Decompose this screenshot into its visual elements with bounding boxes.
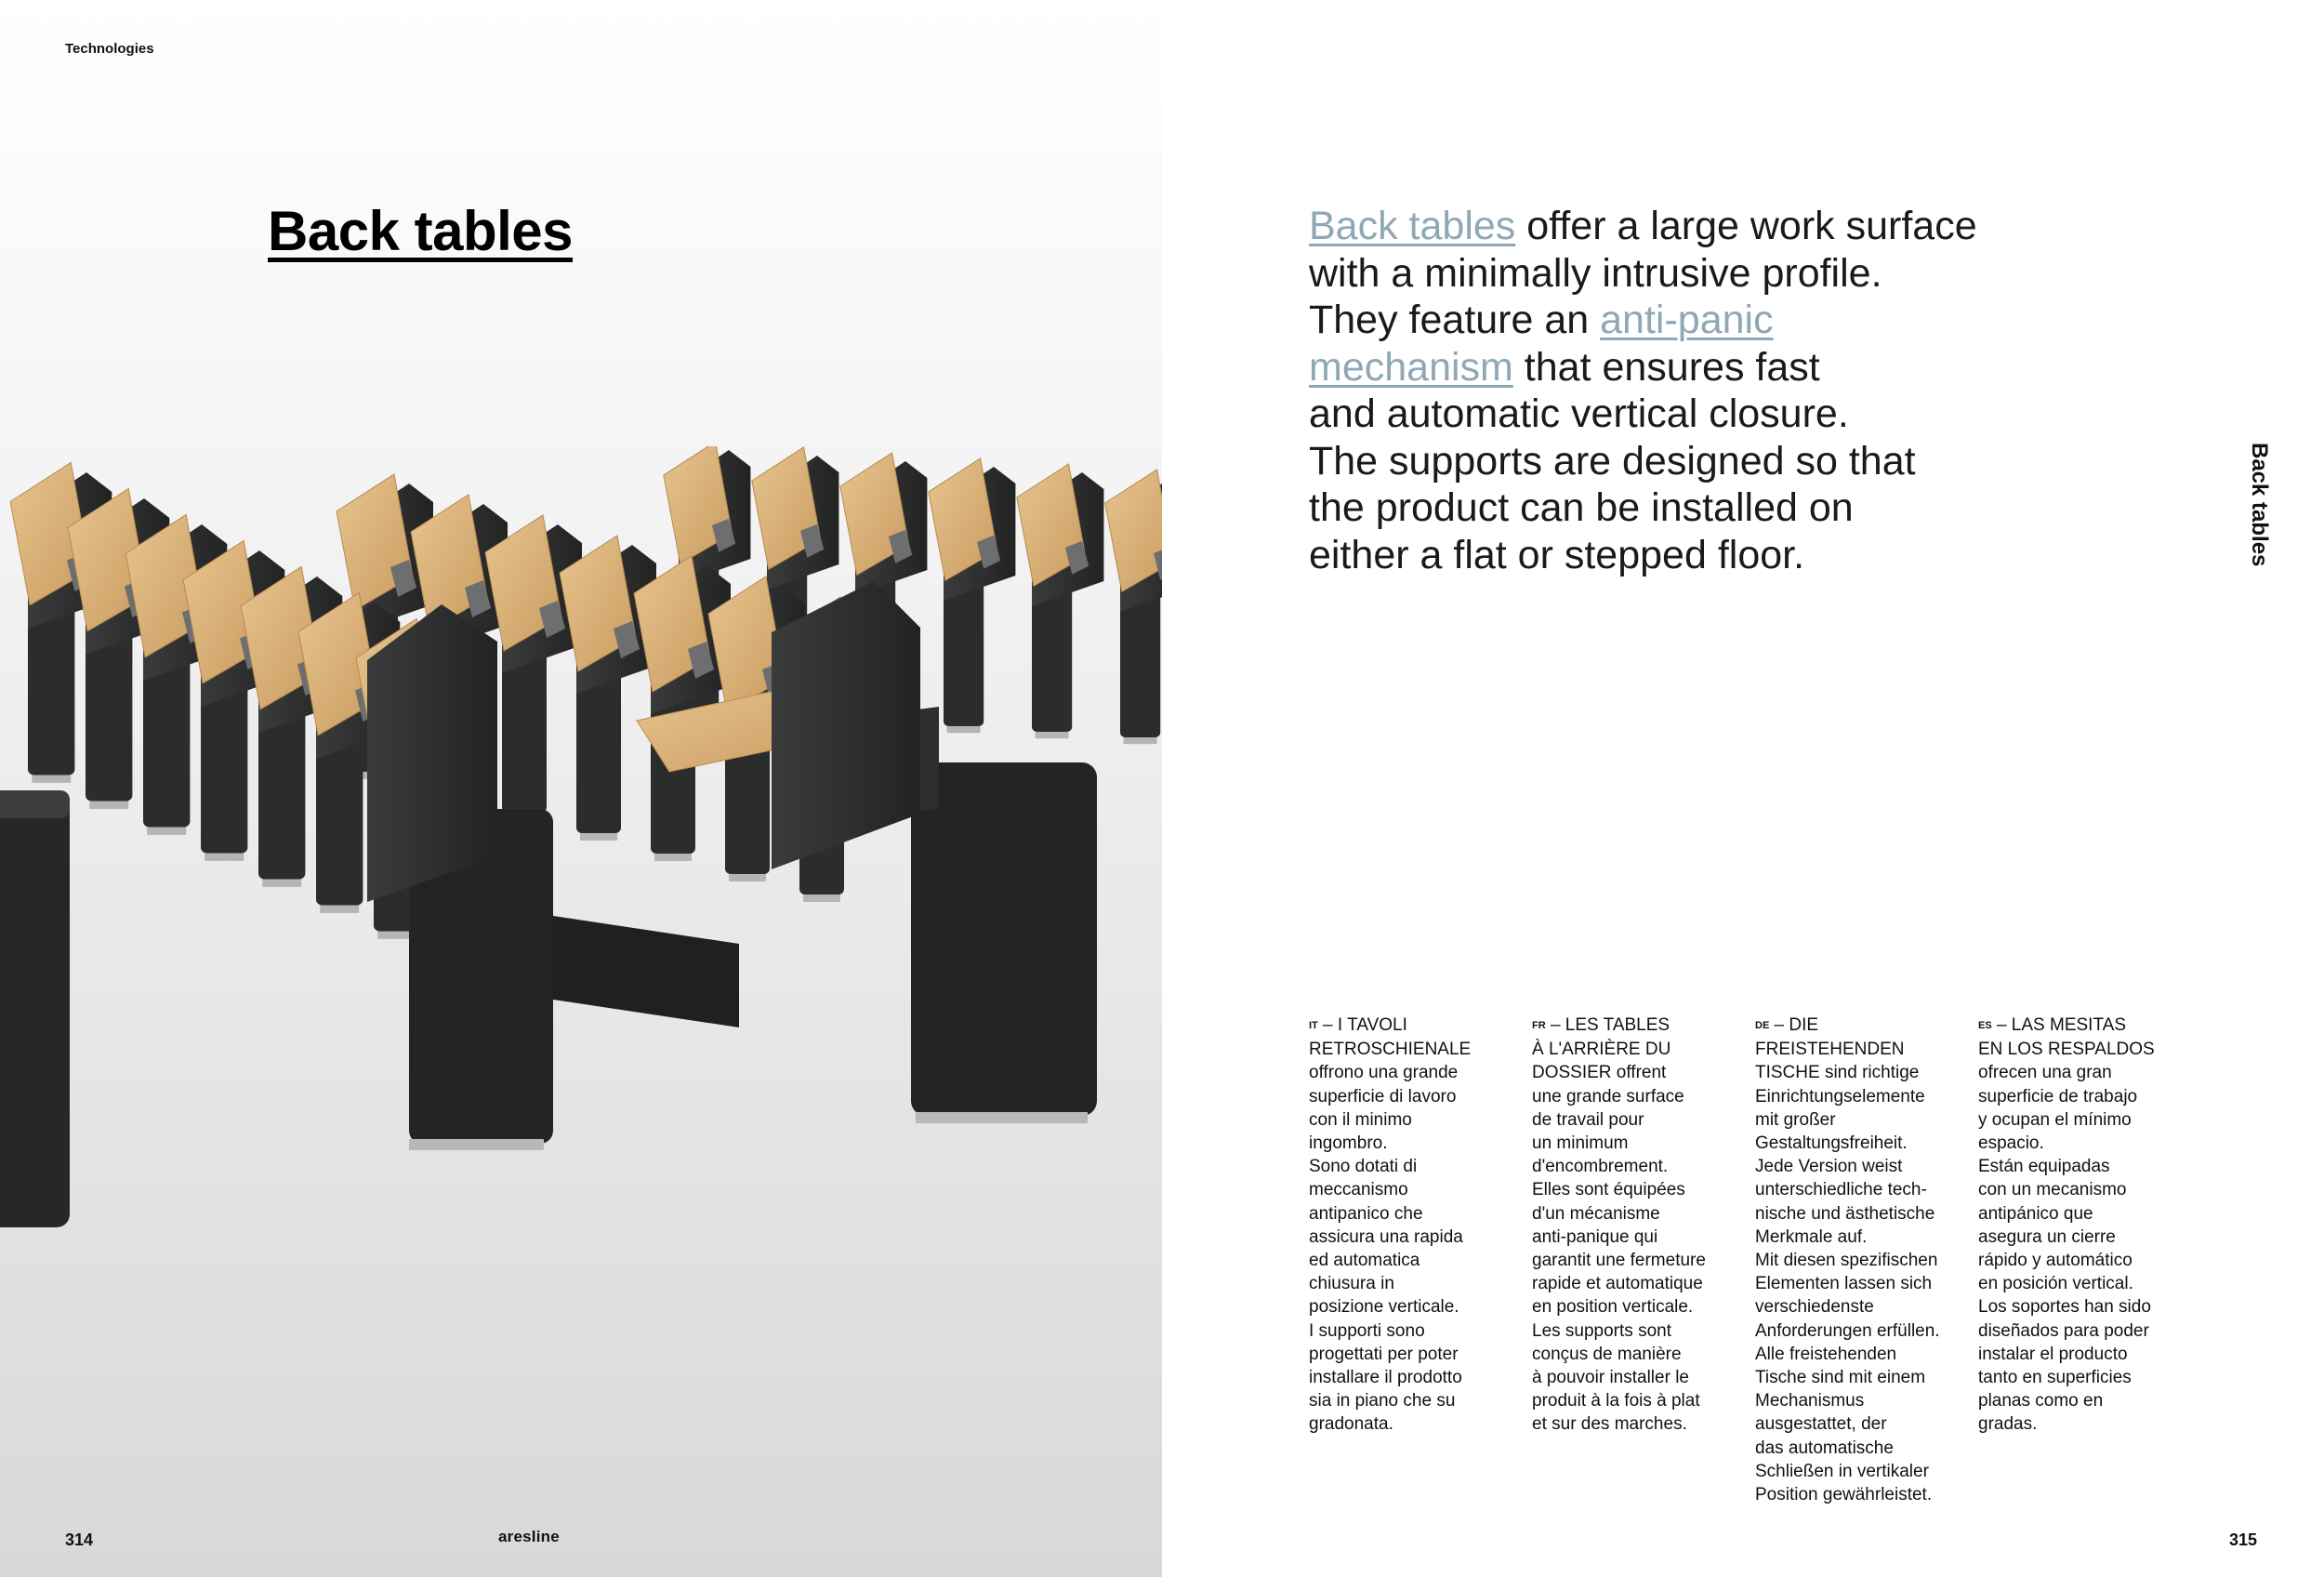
column-text-line: et sur des marches. <box>1532 1414 1687 1435</box>
column-text-line: antipanico che <box>1309 1203 1423 1224</box>
column-de <box>1755 1014 1971 1506</box>
brand-wordmark: aresline <box>498 1528 560 1545</box>
column-text-line: FREISTEHENDEN <box>1755 1040 1905 1060</box>
column-text-line: chiusura in <box>1309 1274 1394 1294</box>
page-number-right: 315 <box>2229 1531 2258 1549</box>
column-text-line: Mechanismus <box>1755 1391 1865 1411</box>
column-text-line: ofrecen una gran <box>1978 1063 2112 1083</box>
column-text-line: con il minimo <box>1309 1109 1412 1130</box>
column-text-line: Tische sind mit einem <box>1755 1368 1926 1388</box>
column-text-line: gradas. <box>1978 1414 2038 1435</box>
language-code: IT <box>1309 1020 1318 1031</box>
column-text-line: con un mecanismo <box>1978 1180 2127 1200</box>
column-text-line: conçus de manière <box>1532 1344 1682 1364</box>
column-text-line: d'un mécanisme <box>1532 1203 1660 1224</box>
back-table <box>1105 470 1162 591</box>
seat-cushion <box>553 916 739 1027</box>
column-text-line: unterschiedliche tech- <box>1755 1180 1927 1200</box>
column-text-line: un minimum <box>1532 1133 1629 1154</box>
column-text-line: anti-panique qui <box>1532 1226 1658 1247</box>
column-text-line: Alle freistehenden <box>1755 1344 1897 1364</box>
column-heading-line: IT – I TAVOLI <box>1309 1015 1407 1035</box>
column-fr <box>1532 1014 1748 1437</box>
column-heading-line: ES – LAS MESITAS <box>1978 1015 2126 1035</box>
lead-line-6: The supports are designed so that <box>1309 438 1916 484</box>
column-text-line: à pouvoir installer le <box>1532 1368 1689 1388</box>
lead-line-2: with a minimally intrusive profile. <box>1309 250 1882 296</box>
column-text-line: Elles sont équipées <box>1532 1180 1685 1200</box>
column-text-line: mit großer <box>1755 1109 1836 1130</box>
column-text-line: superficie de trabajo <box>1978 1086 2138 1107</box>
column-text-line: une grande surface <box>1532 1086 1684 1107</box>
lead-paragraph <box>1309 203 2071 578</box>
column-it <box>1309 1014 1525 1437</box>
column-text-line: antipánico que <box>1978 1203 2093 1224</box>
auditorium-seating-photo <box>0 446 1162 1283</box>
column-text-line: Anforderungen erfüllen. <box>1755 1320 1940 1341</box>
column-text-line: progettati per poter <box>1309 1344 1459 1364</box>
column-text-line: RETROSCHIENALE <box>1309 1040 1472 1060</box>
language-code: ES <box>1978 1020 1992 1031</box>
column-text-line: Gestaltungsfreiheit. <box>1755 1133 1908 1154</box>
vertical-section-tab: Back tables <box>2247 443 2272 567</box>
column-text-line: planas como en <box>1978 1391 2104 1411</box>
lead-line-8: either a flat or stepped floor. <box>1309 532 1805 577</box>
armrest-block <box>911 762 1097 1116</box>
page-title: Back tables <box>268 200 574 262</box>
section-label: Technologies <box>65 41 154 57</box>
column-text-line: instalar el producto <box>1978 1344 2128 1364</box>
column-text-line: espacio. <box>1978 1133 2044 1154</box>
column-text-line: d'encombrement. <box>1532 1157 1669 1177</box>
lead-line-1: Back tables offer a large work surface <box>1309 204 1977 248</box>
column-text-line: Jede Version weist <box>1755 1157 1903 1177</box>
page-number-left: 314 <box>65 1531 94 1549</box>
column-text-line: assicura una rapida <box>1309 1226 1463 1247</box>
column-text-line: de travail pour <box>1532 1109 1644 1130</box>
column-text-line: ausgestattet, der <box>1755 1414 1887 1435</box>
column-text-line: meccanismo <box>1309 1180 1408 1200</box>
column-text-line: I supporti sono <box>1309 1320 1425 1341</box>
column-text-line: offrono una grande <box>1309 1063 1459 1083</box>
column-heading-line: DE – DIE <box>1755 1015 1819 1035</box>
column-text-line: produit à la fois à plat <box>1532 1391 1700 1411</box>
column-text-line: gradonata. <box>1309 1414 1393 1435</box>
column-text-line: Les supports sont <box>1532 1320 1671 1341</box>
column-text-line: Einrichtungselemente <box>1755 1086 1925 1107</box>
column-text-line: installare il prodotto <box>1309 1368 1462 1388</box>
column-text-line: Elementen lassen sich <box>1755 1274 1933 1294</box>
column-text-line: Position gewährleistet. <box>1755 1485 1933 1505</box>
right-page <box>1162 0 2324 1577</box>
lead-line-3: They feature an anti-panic <box>1309 298 1774 342</box>
column-text-line: ed automatica <box>1309 1251 1420 1271</box>
column-text-line: Merkmale auf. <box>1755 1226 1868 1247</box>
seat-back <box>367 604 497 902</box>
link-back-tables[interactable]: Back tables <box>1309 204 1516 248</box>
column-text-line: rápido y automático <box>1978 1251 2133 1271</box>
language-code: DE <box>1755 1020 1770 1031</box>
lead-line-4: mechanism that ensures fast <box>1309 344 1820 390</box>
column-text-line: y ocupan el mínimo <box>1978 1109 2132 1130</box>
column-text-line: Sono dotati di <box>1309 1157 1418 1177</box>
column-text-line: en posición vertical. <box>1978 1274 2133 1294</box>
column-text-line: tanto en superficies <box>1978 1368 2132 1388</box>
column-text-line: superficie di lavoro <box>1309 1086 1457 1107</box>
column-text-line: das automatische <box>1755 1438 1894 1458</box>
lead-line-5: and automatic vertical closure. <box>1309 391 1849 436</box>
column-text-line: asegura un cierre <box>1978 1226 2116 1247</box>
seat-back <box>772 581 920 869</box>
column-text-line: diseñados para poder <box>1978 1320 2149 1341</box>
column-text-line: nische und ästhetische <box>1755 1203 1935 1224</box>
column-text-line: verschiedenste <box>1755 1297 1874 1318</box>
column-text-line: sia in piano che su <box>1309 1391 1456 1411</box>
column-text-line: TISCHE sind richtige <box>1755 1063 1920 1083</box>
column-text-line: Mit diesen spezifischen <box>1755 1251 1938 1271</box>
column-es <box>1978 1014 2194 1437</box>
link-mechanism[interactable]: mechanism <box>1309 344 1513 390</box>
column-heading-line: FR – LES TABLES <box>1532 1015 1670 1035</box>
column-text-line: À L'ARRIÈRE DU <box>1532 1040 1671 1060</box>
column-text-line: Los soportes han sido <box>1978 1297 2151 1318</box>
column-text-line: DOSSIER offrent <box>1532 1063 1667 1083</box>
column-text-line: en position verticale. <box>1532 1297 1694 1318</box>
column-text-line: posizione verticale. <box>1309 1297 1459 1318</box>
lead-line-7: the product can be installed on <box>1309 485 1854 530</box>
column-text-line: rapide et automatique <box>1532 1274 1703 1294</box>
column-text-line: Están equipadas <box>1978 1157 2110 1177</box>
column-text-line: ingombro. <box>1309 1133 1388 1154</box>
column-text-line: garantit une fermeture <box>1532 1251 1706 1271</box>
link-anti-panic[interactable]: anti-panic <box>1600 298 1774 342</box>
column-text-line: EN LOS RESPALDOS <box>1978 1040 2155 1060</box>
language-code: FR <box>1532 1020 1546 1031</box>
column-text-line: Schließen in vertikaler <box>1755 1461 1929 1481</box>
